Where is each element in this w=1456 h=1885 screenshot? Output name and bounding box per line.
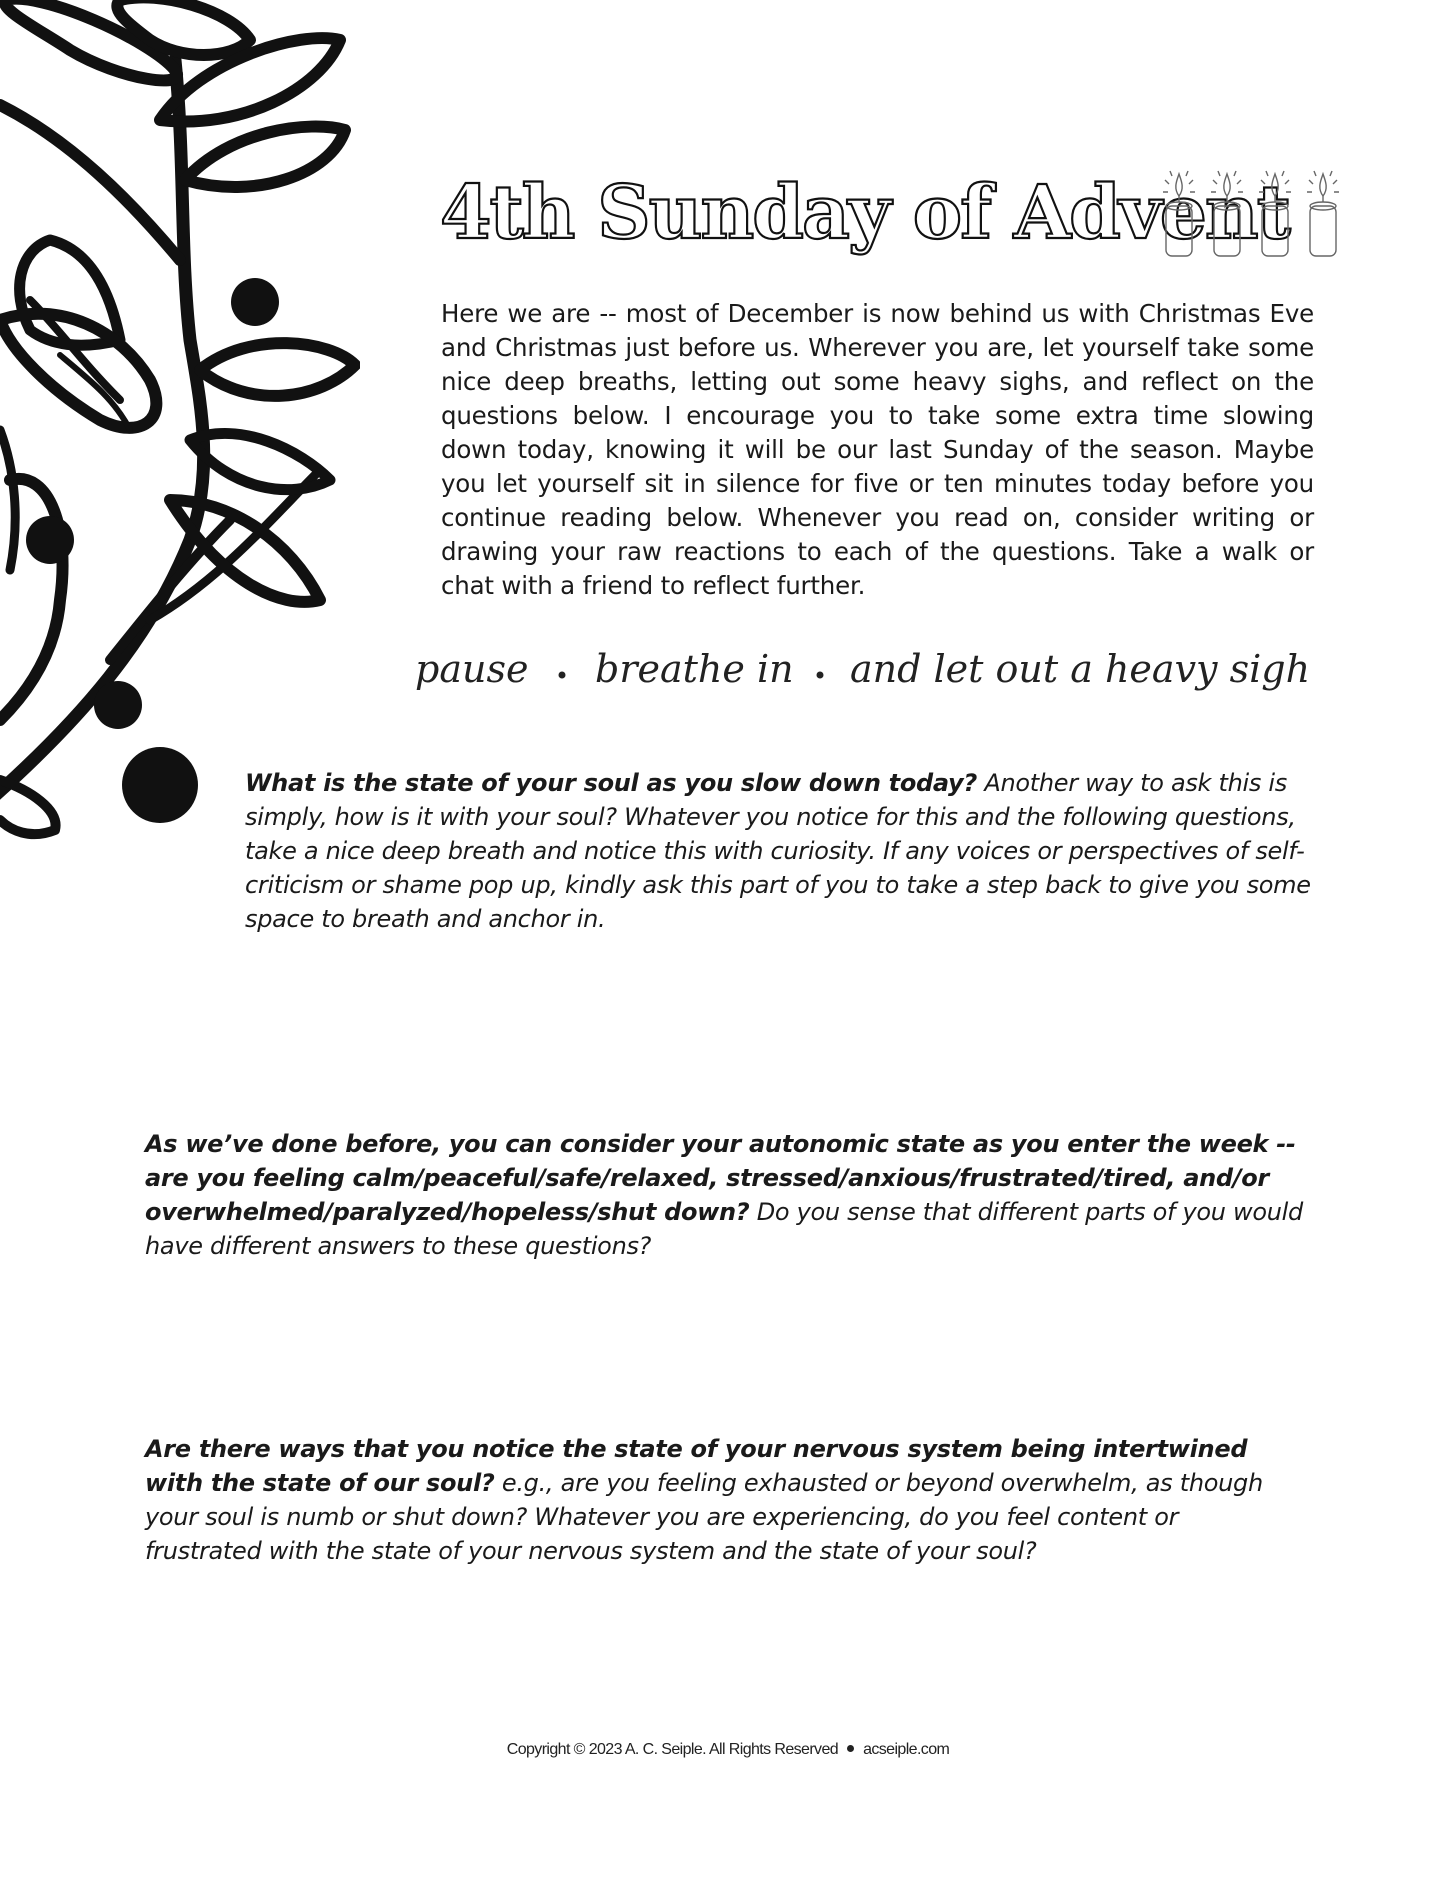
- question-1-bold: What is the state of your soul as you slow down today?: [245, 769, 978, 797]
- advent-candle-icon: [1211, 171, 1243, 256]
- question-2-text: Do you sense that different parts of you would have different answers to these questions?: [145, 1198, 1303, 1260]
- question-3-text: e.g., are you feeling exhausted or beyond overwhelm, as though your soul is numb or shut down? Whatever you are experiencing, do you feel content or frustrated with the state of your nervous system and the state of your soul?: [145, 1469, 1263, 1565]
- advent-candles-icon: [1160, 166, 1352, 260]
- script-word-pause: pause: [415, 647, 529, 691]
- advent-candle-icon: [1307, 171, 1339, 256]
- footer-copyright: Copyright © 2023 A. C. Seiple. All Rights Reserved: [506, 1741, 839, 1758]
- question-1: [245, 766, 1315, 936]
- intro-paragraph: Here we are -- most of December is now behind us with Christmas Eve and Christmas just before us. Wherever you are, let yourself take some nice deep breaths, letting out some heavy sighs, and reflect on the questions below. I encourage you to take some extra time slowing down today, knowing it will be our last Sunday of the season. Maybe you let yourself sit in silence for five or ten minutes today before you continue reading below. Whenever you read on, consider writing or drawing your raw reactions to each of the questions. Take a walk or chat with a friend to reflect further.: [441, 299, 1314, 600]
- question-3-bold: Are there ways that you notice the state of your nervous system being intertwined with the state of our soul?: [145, 1435, 1248, 1497]
- script-word-breathe-in: breathe in: [595, 647, 794, 691]
- question-2: [145, 1127, 1315, 1263]
- script-bullet: [559, 672, 566, 679]
- script-word-sigh: and let out a heavy sigh: [850, 647, 1311, 691]
- question-2-bold: As we’ve done before, you can consider your autonomic state as you enter the week -- are you feeling calm/peaceful/safe/relaxed, stressed/anxious/frustrated/tired, and/or overwhelmed/paralyzed/hopeless/shut down?: [145, 1130, 1296, 1226]
- footer: [0, 1741, 1456, 1759]
- botanical-branch-illustration: [0, 0, 360, 860]
- advent-candle-icon: [1163, 171, 1195, 256]
- footer-separator: [847, 1745, 854, 1752]
- question-3: [145, 1432, 1285, 1568]
- footer-site: acseiple.com: [863, 1741, 950, 1758]
- breathing-prompt-script: [400, 620, 1320, 730]
- question-1-text: Another way to ask this is simply, how is it with your soul? Whatever you notice for this and the following questions, take a nice deep breath and notice this with curiosity. If any voices or perspectives of self-criticism or shame pop up, kindly ask this part of you to take a step back to give you some space to breath and anchor in.: [245, 769, 1311, 933]
- page-title: 4th Sunday of Advent: [440, 170, 1289, 256]
- script-bullet: [817, 672, 824, 679]
- advent-candle-icon: [1259, 171, 1291, 256]
